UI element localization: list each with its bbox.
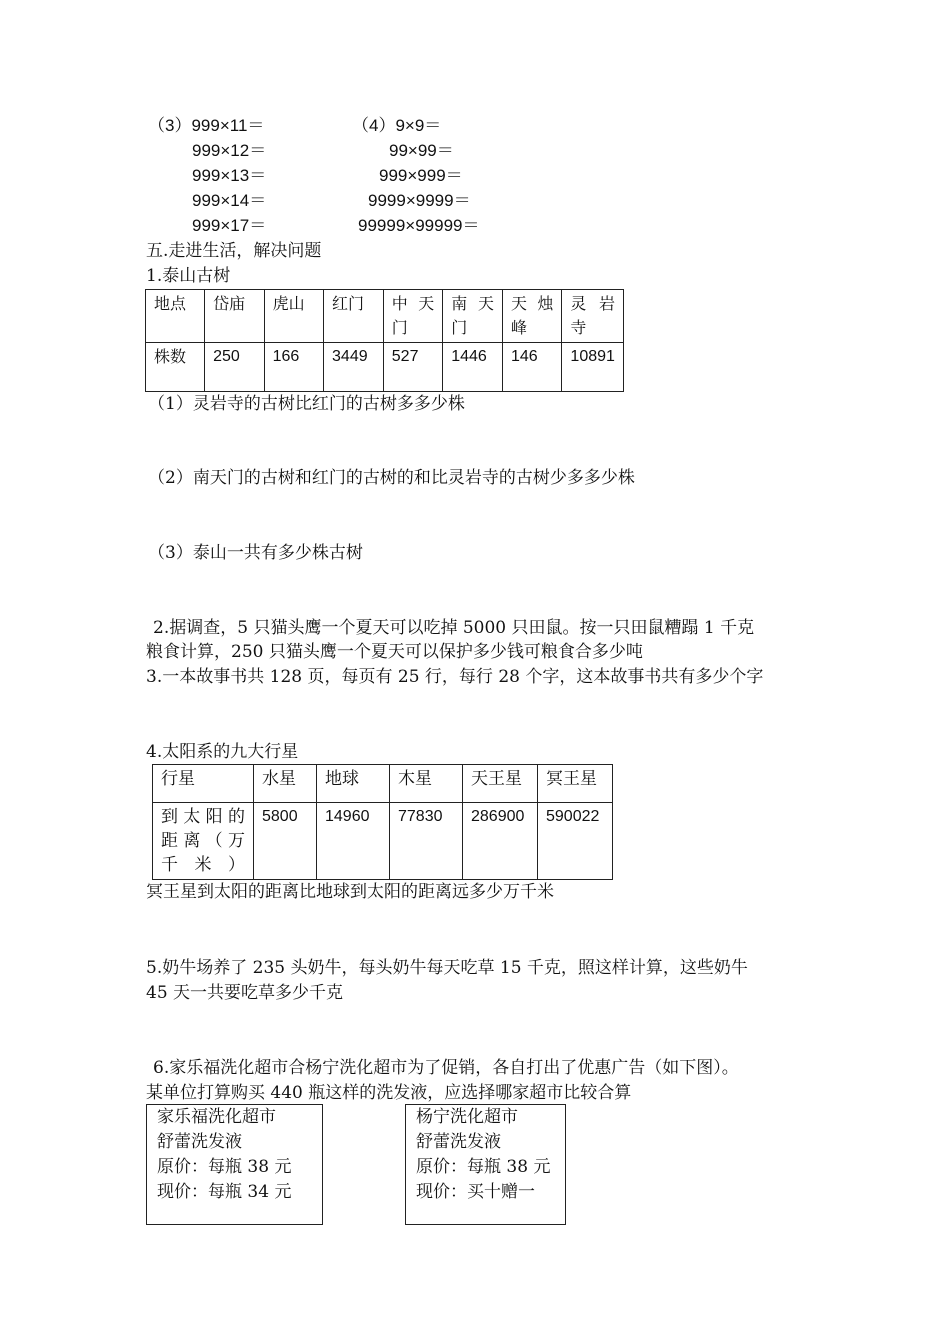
table-cell: 146 [502,343,561,392]
table-cell: 286900 [463,803,538,880]
calc-3-row: 999×13＝ [192,166,267,185]
table-header-cell: 木星 [390,765,463,803]
table-header-cell: 地球 [317,765,390,803]
table-row-label: 株数 [146,343,205,392]
table-cell: 1446 [443,343,503,392]
calc-4-row: 9999×9999＝ [368,191,471,210]
table-header-cell: 水星 [254,765,317,803]
calc-3-first: （3）999×11＝ [148,116,265,135]
ad-store-name: 家乐福洗化超市 [157,1107,276,1127]
ad-product: 舒蕾洗发液 [157,1132,242,1152]
ad-original-price: 原价：每瓶 38 元 [157,1157,292,1177]
table-header-cell: 虎山 [264,290,323,343]
calc-3-row: 999×17＝ [192,216,267,235]
ancient-trees-table [145,289,624,392]
table-header-cell: 行星 [153,765,254,803]
q1-sub3: （3）泰山一共有多少株古树 [148,543,363,563]
calc-3-row: 999×12＝ [192,141,267,160]
table-cell: 3449 [324,343,384,392]
calc-3-row: 999×14＝ [192,191,267,210]
q2-line1: 2.据调查，5 只猫头鹰一个夏天可以吃掉 5000 只田鼠。按一只田鼠糟蹋 1 千克 [153,618,755,638]
q2-line2: 粮食计算，250 只猫头鹰一个夏天可以保护多少钱可粮食合多少吨 [146,642,643,662]
q1-title: 1.泰山古树 [146,266,231,286]
table-header-cell: 南天门 [443,290,503,343]
q6-line1: 6.家乐福洗化超市合杨宁洗化超市为了促销，各自打出了优惠广告（如下图）。 [153,1058,739,1078]
q5-line1: 5.奶牛场养了 235 头奶牛，每头奶牛每天吃草 15 千克，照这样计算，这些奶牛 [146,958,748,978]
ad-store-name: 杨宁洗化超市 [416,1107,518,1127]
q4-question: 冥王星到太阳的距离比地球到太阳的距离远多少万千米 [146,882,554,902]
table-cell: 527 [383,343,442,392]
table-cell: 77830 [390,803,463,880]
q4-title: 4.太阳系的九大行星 [146,742,299,762]
ad-current-price: 现价：每瓶 34 元 [157,1182,292,1202]
table-header-cell: 天王星 [463,765,538,803]
table-cell: 14960 [317,803,390,880]
table-header-cell: 冥王星 [538,765,613,803]
q5-line2: 45 天一共要吃草多少千克 [146,983,344,1003]
table-header-cell: 天烛峰 [502,290,561,343]
table-cell: 590022 [538,803,613,880]
calc-4-row: 999×999＝ [379,166,463,185]
table-header-cell: 红门 [324,290,384,343]
table-row-label: 到太阳的距离（万千米） [153,803,254,880]
ad-original-price: 原价：每瓶 38 元 [416,1157,551,1177]
q1-sub1: （1）灵岩寺的古树比红门的古树多多少株 [148,394,465,414]
planets-table [152,764,613,880]
ad-box-carrefour [146,1104,323,1225]
q6-line2: 某单位打算购买 440 瓶这样的洗发液，应选择哪家超市比较合算 [146,1083,632,1103]
table-cell: 5800 [254,803,317,880]
q1-sub2: （2）南天门的古树和红门的古树的和比灵岩寺的古树少多多少株 [148,468,635,488]
q3-text: 3.一本故事书共 128 页，每页有 25 行，每行 28 个字，这本故事书共有多少个字 [146,667,764,687]
calc-4-row: 99999×99999＝ [358,216,480,235]
table-cell: 166 [264,343,323,392]
ad-current-price: 现价：买十赠一 [416,1182,535,1202]
ad-box-yangning [405,1104,566,1225]
section-title: 五.走进生活，解决问题 [146,241,322,261]
table-header-cell: 中天门 [383,290,442,343]
table-cell: 250 [205,343,264,392]
calc-4-first: （4）9×9＝ [352,116,442,135]
table-header-cell: 岱庙 [205,290,264,343]
table-header-cell: 地点 [146,290,205,343]
calc-4-row: 99×99＝ [389,141,454,160]
table-cell: 10891 [562,343,624,392]
table-header-cell: 灵岩寺 [562,290,624,343]
ad-product: 舒蕾洗发液 [416,1132,501,1152]
